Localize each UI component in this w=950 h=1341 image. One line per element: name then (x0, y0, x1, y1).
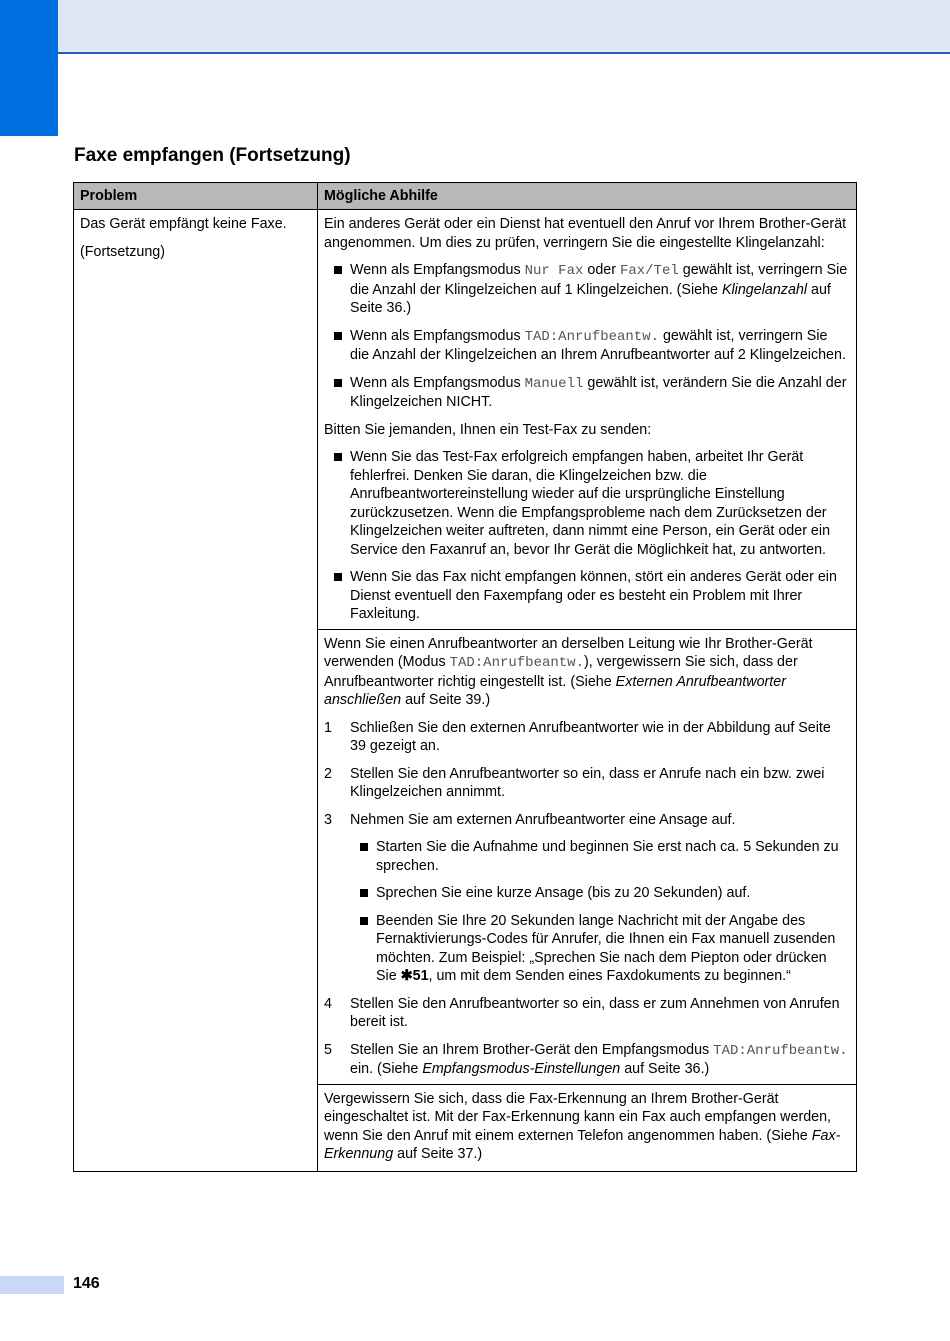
bullet-square-icon (360, 889, 368, 897)
step-item: 5 Stellen Sie an Ihrem Brother-Gerät den Empfangsmodus TAD:Anrufbeantw. ein. (Siehe Empfangsmodus-Einstellungen auf Seite 36.) (324, 1041, 848, 1077)
step-item: 1 Schließen Sie den externen Anrufbeantworter wie in der Abbildung auf Seite 39 gezeigt an. (324, 719, 831, 754)
link-ref: Fax-Erkennung (324, 1127, 841, 1162)
chapter-tab (0, 0, 58, 136)
list-item: Sprechen Sie eine kurze Ansage (bis zu 20 Sekunden) auf. (324, 884, 850, 903)
table-header-row (74, 183, 857, 210)
header-band (0, 0, 950, 54)
list-item: Wenn als Empfangsmodus TAD:Anrufbeantw. gewählt ist, verringern Sie die Anzahl der Klingelzeichen an Ihrem Anrufbeantworter auf 2 Klingelzeichen. (324, 327, 850, 365)
step-item: 4 Stellen Sie den Anrufbeantworter so ein, dass er zum Annehmen von Anrufen bereit ist. (324, 995, 840, 1030)
link-ref: Klingelanzahl (721, 281, 808, 298)
bullet-square-icon (334, 379, 342, 387)
tad-intro: Wenn Sie einen Anrufbeantworter an derselben Leitung wie Ihr Brother-Gerät verwenden (Modus TAD:Anrufbeantw.), vergewissern Sie sich, dass der Anrufbeantworter richtig eingestellt ist. (Siehe Externen Anrufbeantworter anschließen auf Seite 39.) (324, 635, 813, 708)
fax-detect-text: Vergewissern Sie sich, dass die Fax-Erkennung an Ihrem Brother-Gerät eingeschaltet ist. Mit der Fax-Erkennung kann ein Fax auch empfangen werden, wenn Sie den Anruf mit einem externen Telefon angenommen haben. (Siehe Fax-Erkennung auf Seite 37.) (324, 1090, 841, 1162)
problem-cell (74, 210, 318, 1172)
remedy-intro: Ein anderes Gerät oder ein Dienst hat eventuell den Anruf vor Ihrem Brother-Gerät angenommen. Um dies zu prüfen, verringern Sie die eingestellte Klingelanzahl: (324, 216, 847, 251)
page-number: 146 (73, 1275, 100, 1292)
list-item: Wenn Sie das Fax nicht empfangen können, stört ein anderes Gerät oder ein Dienst eventuell den Faxempfang oder es besteht ein Problem mit Ihrer Faxleitung. (324, 568, 850, 624)
list-item: Wenn als Empfangsmodus Manuell gewählt ist, verändern Sie die Anzahl der Klingelzeichen NICHT. (324, 374, 850, 412)
remedy-cell-2 (318, 629, 857, 1084)
list-item: Wenn als Empfangsmodus Nur Fax oder Fax/Tel gewählt ist, verringern Sie die Anzahl der Klingelzeichen auf 1 Klingelzeichen. (Siehe Klingelanzahl auf Seite 36.) (324, 261, 850, 318)
problem-text: Das Gerät empfängt keine Faxe. (80, 216, 287, 232)
bullet-square-icon (334, 266, 342, 274)
remedy-cell-1 (318, 210, 857, 630)
footer-band (0, 1276, 64, 1294)
header-remedy: Mögliche Abhilfe (318, 183, 857, 210)
troubleshooting-table (73, 182, 857, 1172)
problem-continued: (Fortsetzung) (80, 243, 166, 260)
list-item: Beenden Sie Ihre 20 Sekunden lange Nachricht mit der Angabe des Fernaktivierungs-Codes für Anrufer, die Ihnen ein Fax manuell zusenden möchten. Zum Beispiel: „Sprechen Sie nach dem Piepton oder drücken Sie ✱51, um mit dem Senden eines Faxdokuments zu beginnen.“ (324, 912, 850, 986)
table-row (74, 210, 857, 630)
step-item: 3 Nehmen Sie am externen Anrufbeantworter eine Ansage auf. (324, 811, 736, 828)
header-problem: Problem (74, 183, 318, 210)
list-item: Wenn Sie das Test-Fax erfolgreich empfangen haben, arbeitet Ihr Gerät fehlerfrei. Denken Sie daran, die Klingelzeichen bzw. die Anrufbeantwortereinstellung wieder auf die ursprüngliche Einstellung zurückzusetzen. Wenn die Empfangsprobleme nach dem Zurücksetzen der Klingelzeichen weiter auftreten, dann nimmt eine Person, ein Gerät oder ein Service den Faxanruf an, bevor Ihr Gerät die Möglichkeit hat, zu antworten. (324, 448, 850, 559)
bullet-square-icon (334, 573, 342, 581)
step-item: 2 Stellen Sie den Anrufbeantworter so ein, dass er Anrufe nach ein bzw. zwei Klingelzeichen annimmt. (324, 765, 825, 800)
link-ref: Empfangsmodus-Einstellungen (422, 1061, 621, 1077)
test-fax-intro: Bitten Sie jemanden, Ihnen ein Test-Fax zu senden: (324, 421, 652, 438)
page-title: Faxe empfangen (Fortsetzung) (74, 145, 351, 166)
link-ref: Externen Anrufbeantworter anschließen (324, 673, 786, 708)
bullet-square-icon (334, 332, 342, 340)
remedy-cell-3 (318, 1084, 857, 1171)
bullet-square-icon (334, 453, 342, 461)
bullet-square-icon (360, 917, 368, 925)
list-item: Starten Sie die Aufnahme und beginnen Sie erst nach ca. 5 Sekunden zu sprechen. (324, 838, 850, 875)
bullet-square-icon (360, 843, 368, 851)
